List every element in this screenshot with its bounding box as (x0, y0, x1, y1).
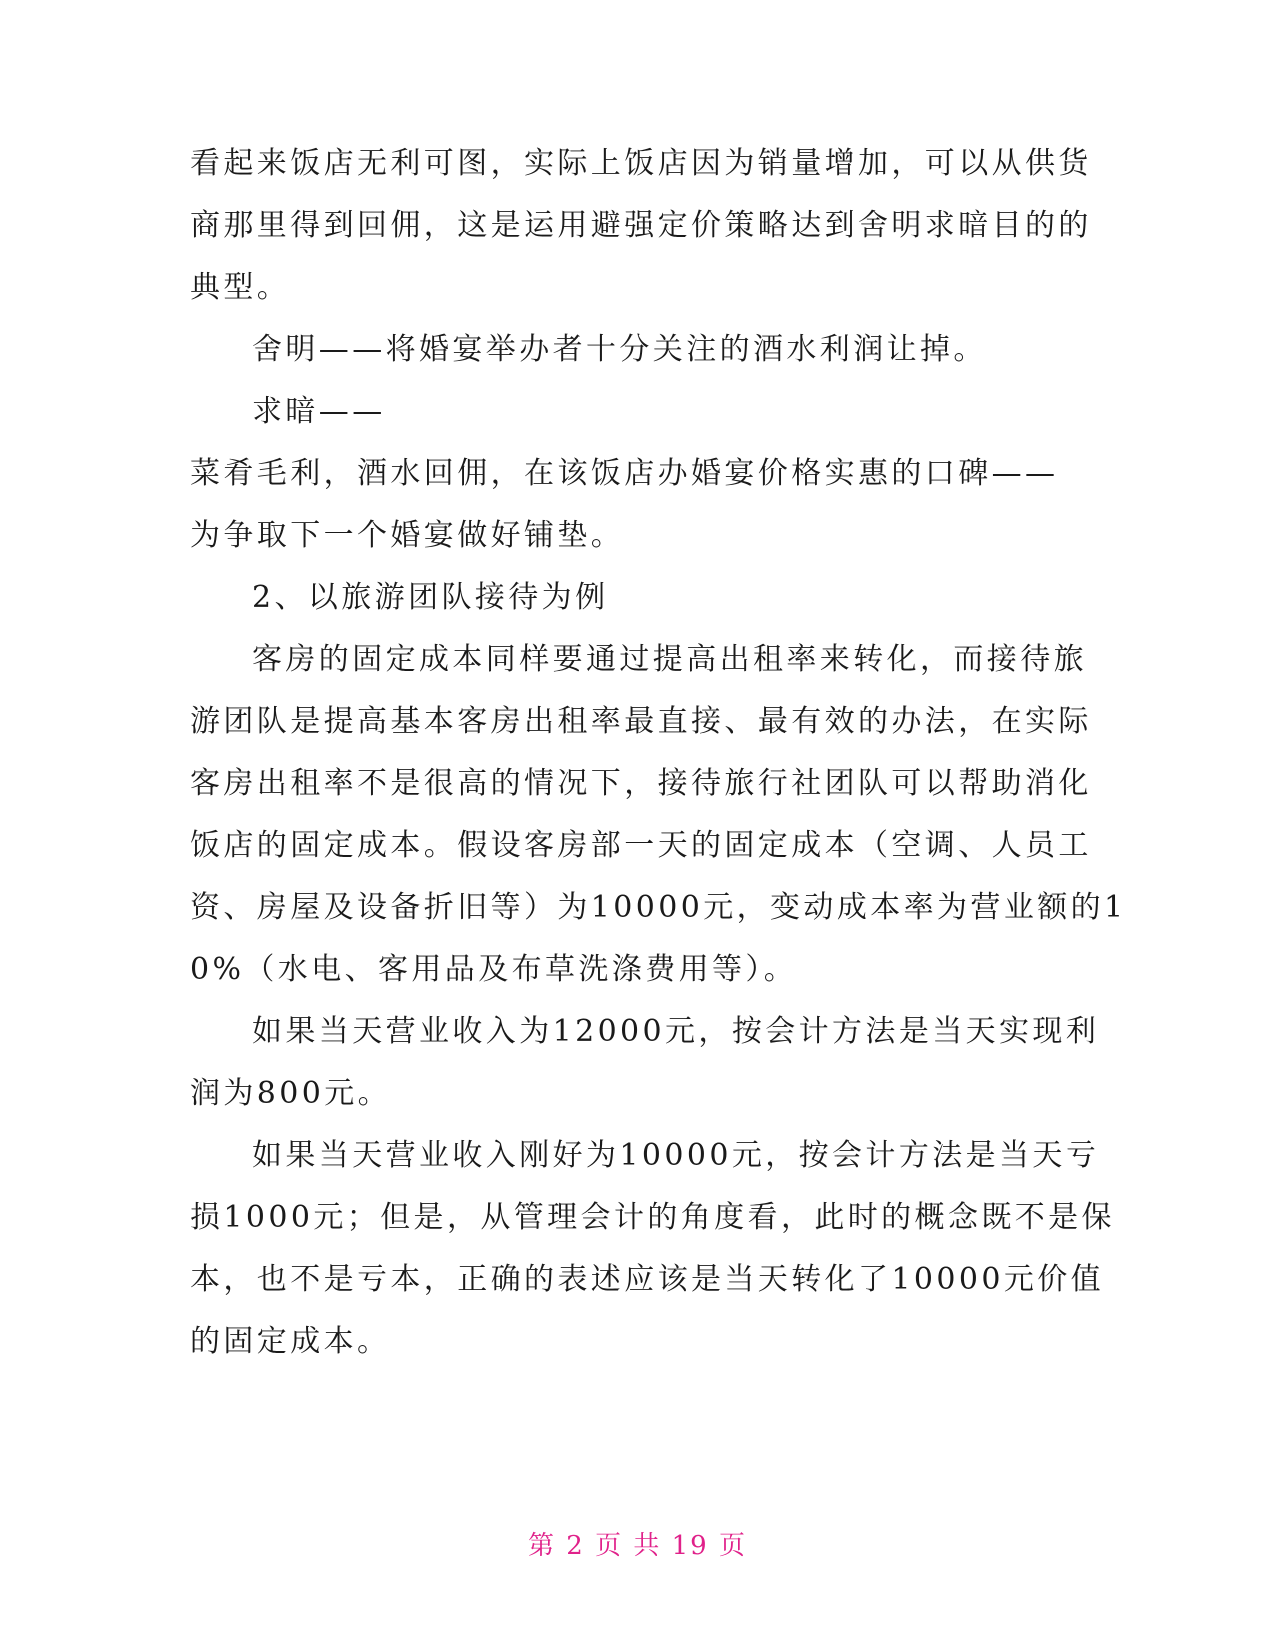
body-line: 游团队是提高基本客房出租率最直接、最有效的办法，在实际 (190, 704, 1092, 739)
page-number-footer: 第 2 页 共 19 页 (528, 1531, 747, 1561)
body-line: 舍明——将婚宴举办者十分关注的酒水利润让掉。 (252, 332, 987, 367)
body-line: 如果当天营业收入为12000元，按会计方法是当天实现利 (252, 1014, 1100, 1049)
body-line: 为争取下一个婚宴做好铺垫。 (190, 518, 625, 553)
body-line: 菜肴毛利，酒水回佣，在该饭店办婚宴价格实惠的口碑—— (190, 456, 1059, 491)
body-line: 典型。 (190, 270, 291, 305)
body-line: 客房出租率不是很高的情况下，接待旅行社团队可以帮助消化 (190, 766, 1092, 801)
body-line: 损1000元；但是，从管理会计的角度看，此时的概念既不是保 (190, 1200, 1115, 1235)
body-line: 0%（水电、客用品及布草洗涤费用等）。 (190, 952, 798, 987)
body-line: 如果当天营业收入刚好为10000元，按会计方法是当天亏 (252, 1138, 1100, 1173)
body-line: 润为800元。 (190, 1076, 392, 1111)
body-line: 饭店的固定成本。假设客房部一天的固定成本（空调、人员工 (190, 828, 1092, 863)
body-line: 的固定成本。 (190, 1324, 391, 1359)
body-line: 求暗—— (252, 394, 386, 429)
body-line: 看起来饭店无利可图，实际上饭店因为销量增加，可以从供货 (190, 146, 1092, 181)
body-line: 客房的固定成本同样要通过提高出租率来转化，而接待旅 (252, 642, 1087, 677)
body-line: 本，也不是亏本，正确的表述应该是当天转化了10000元价值 (190, 1262, 1105, 1297)
body-line: 资、房屋及设备折旧等）为10000元，变动成本率为营业额的1 (190, 890, 1127, 925)
section-heading: 2、以旅游团队接待为例 (252, 580, 609, 615)
body-line: 商那里得到回佣，这是运用避强定价策略达到舍明求暗目的的 (190, 208, 1092, 243)
